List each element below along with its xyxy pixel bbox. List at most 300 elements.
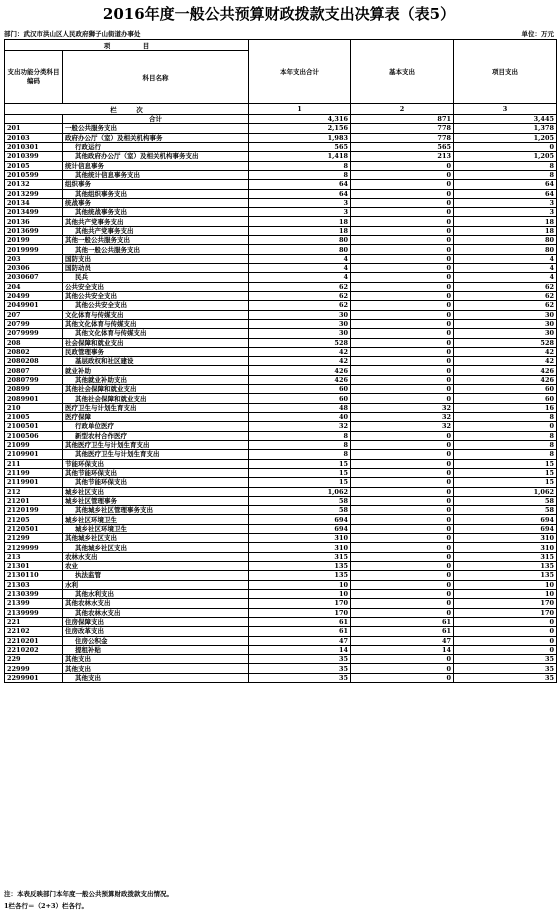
project-cell: 694: [454, 524, 557, 533]
table-body: [5, 115, 557, 683]
code-cell: 2030607: [5, 273, 63, 282]
code-cell: 21399: [5, 599, 63, 608]
project-cell: 4: [454, 273, 557, 282]
total-cell: 8: [249, 161, 351, 170]
total-cell: 528: [249, 338, 351, 347]
total-cell: 47: [249, 636, 351, 645]
code-cell: 2049901: [5, 301, 63, 310]
total-cell: 42: [249, 347, 351, 356]
project-cell: 1,062: [454, 487, 557, 496]
table-row: [5, 375, 557, 384]
basic-cell: 0: [351, 264, 454, 273]
basic-cell: 0: [351, 329, 454, 338]
total-cell: 3: [249, 208, 351, 217]
name-cell: 其他组织事务支出: [63, 189, 249, 198]
name-cell: 其他城乡社区支出: [63, 543, 249, 552]
table-row: [5, 189, 557, 198]
name-cell: 其他城乡社区支出: [63, 534, 249, 543]
total-cell: 4: [249, 264, 351, 273]
table-row: [5, 217, 557, 226]
project-cell: 310: [454, 534, 557, 543]
name-cell: 农业: [63, 562, 249, 571]
project-column-header: 项目支出: [454, 40, 557, 104]
code-cell: 2130110: [5, 571, 63, 580]
code-cell: [5, 115, 63, 124]
code-cell: 2013499: [5, 208, 63, 217]
total-cell: 694: [249, 524, 351, 533]
name-cell: 统战事务: [63, 198, 249, 207]
name-cell: 新型农村合作医疗: [63, 431, 249, 440]
table-row: [5, 534, 557, 543]
project-cell: 0: [454, 142, 557, 151]
basic-cell: 0: [351, 562, 454, 571]
project-cell: 42: [454, 347, 557, 356]
name-cell: 民兵: [63, 273, 249, 282]
code-cell: 20105: [5, 161, 63, 170]
name-cell: 城乡社区支出: [63, 487, 249, 496]
total-cell: 315: [249, 552, 351, 561]
project-cell: 170: [454, 608, 557, 617]
basic-cell: 0: [351, 357, 454, 366]
name-cell: 其他医疗卫生与计划生育支出: [63, 440, 249, 449]
basic-cell: 0: [351, 291, 454, 300]
project-cell: 4: [454, 254, 557, 263]
name-cell: 其他社会保障和就业支出: [63, 394, 249, 403]
table-row: [5, 645, 557, 654]
total-cell: 40: [249, 413, 351, 422]
name-cell: 执法监管: [63, 571, 249, 580]
name-cell: 基层政权和社区建设: [63, 357, 249, 366]
total-cell: 64: [249, 189, 351, 198]
basic-cell: 0: [351, 180, 454, 189]
basic-cell: 0: [351, 580, 454, 589]
code-cell: 20807: [5, 366, 63, 375]
name-cell: 其他统战事务支出: [63, 208, 249, 217]
project-cell: 3: [454, 198, 557, 207]
code-cell: 2210201: [5, 636, 63, 645]
code-cell: 2100501: [5, 422, 63, 431]
project-cell: 35: [454, 664, 557, 673]
table-row: [5, 236, 557, 245]
basic-cell: 0: [351, 245, 454, 254]
name-cell: 其他医疗卫生与计划生育支出: [63, 450, 249, 459]
basic-cell: 0: [351, 487, 454, 496]
project-cell: 3: [454, 208, 557, 217]
project-cell: 3,445: [454, 115, 557, 124]
table-row: [5, 496, 557, 505]
total-cell: 30: [249, 329, 351, 338]
project-cell: 30: [454, 310, 557, 319]
code-cell: 2210202: [5, 645, 63, 654]
project-cell: 64: [454, 180, 557, 189]
total-cell: 14: [249, 645, 351, 654]
basic-cell: 0: [351, 198, 454, 207]
basic-cell: 0: [351, 208, 454, 217]
name-cell: 其他公共安全支出: [63, 291, 249, 300]
table-row: [5, 571, 557, 580]
table-row: [5, 552, 557, 561]
column-number-2: 2: [351, 104, 454, 115]
basic-cell: 0: [351, 170, 454, 179]
code-cell: 22999: [5, 664, 63, 673]
total-cell: 61: [249, 627, 351, 636]
name-cell: 其他政府办公厅（室）及相关机构事务支出: [63, 152, 249, 161]
basic-cell: 0: [351, 440, 454, 449]
name-cell: 行政单位医疗: [63, 422, 249, 431]
code-cell: 2080208: [5, 357, 63, 366]
basic-cell: 0: [351, 534, 454, 543]
project-cell: 18: [454, 226, 557, 235]
name-cell: 合计: [63, 115, 249, 124]
total-cell: 62: [249, 282, 351, 291]
code-cell: 213: [5, 552, 63, 561]
project-cell: 8: [454, 440, 557, 449]
table-row: [5, 459, 557, 468]
project-cell: 8: [454, 413, 557, 422]
name-cell: 其他节能环保支出: [63, 478, 249, 487]
basic-cell: 32: [351, 413, 454, 422]
code-cell: 20136: [5, 217, 63, 226]
table-row: [5, 115, 557, 124]
code-cell: 211: [5, 459, 63, 468]
total-cell: 10: [249, 580, 351, 589]
basic-cell: 0: [351, 468, 454, 477]
name-cell: 其他社会保障和就业支出: [63, 385, 249, 394]
project-cell: 62: [454, 291, 557, 300]
code-cell: 20103: [5, 133, 63, 142]
basic-cell: 0: [351, 524, 454, 533]
project-cell: 694: [454, 515, 557, 524]
table-row: [5, 282, 557, 291]
project-cell: 8: [454, 450, 557, 459]
table-row: [5, 208, 557, 217]
total-cell: 80: [249, 245, 351, 254]
project-cell: 80: [454, 245, 557, 254]
name-cell: 住房改革支出: [63, 627, 249, 636]
name-cell: 其他一般公共服务支出: [63, 245, 249, 254]
code-cell: 2019999: [5, 245, 63, 254]
basic-cell: 32: [351, 403, 454, 412]
total-cell: 18: [249, 226, 351, 235]
basic-cell: 565: [351, 142, 454, 151]
name-cell: 组织事务: [63, 180, 249, 189]
table-row: [5, 385, 557, 394]
project-cell: 8: [454, 431, 557, 440]
basic-cell: 0: [351, 338, 454, 347]
project-cell: 8: [454, 170, 557, 179]
total-cell: 15: [249, 478, 351, 487]
expenditure-table: [4, 39, 557, 683]
project-cell: 0: [454, 636, 557, 645]
table-row: [5, 543, 557, 552]
code-cell: 2299901: [5, 673, 63, 682]
basic-cell: 14: [351, 645, 454, 654]
project-cell: 30: [454, 319, 557, 328]
total-cell: 170: [249, 608, 351, 617]
table-row: [5, 291, 557, 300]
code-cell: 2139999: [5, 608, 63, 617]
table-row: [5, 599, 557, 608]
code-cell: 20199: [5, 236, 63, 245]
basic-cell: 0: [351, 478, 454, 487]
total-cell: 310: [249, 543, 351, 552]
total-cell: 58: [249, 496, 351, 505]
project-cell: 60: [454, 385, 557, 394]
basic-cell: 0: [351, 599, 454, 608]
code-cell: 20802: [5, 347, 63, 356]
basic-cell: 0: [351, 254, 454, 263]
name-cell: 其他农林水支出: [63, 599, 249, 608]
project-cell: 10: [454, 580, 557, 589]
table-row: [5, 673, 557, 682]
code-cell: 2120501: [5, 524, 63, 533]
name-cell: 其他一般公共服务支出: [63, 236, 249, 245]
basic-cell: 0: [351, 347, 454, 356]
table-row: [5, 413, 557, 422]
name-cell: 统计信息事务: [63, 161, 249, 170]
table-row: [5, 478, 557, 487]
basic-cell: 0: [351, 301, 454, 310]
total-cell: 135: [249, 571, 351, 580]
total-cell: 42: [249, 357, 351, 366]
code-cell: 20499: [5, 291, 63, 300]
total-cell: 58: [249, 506, 351, 515]
table-row: [5, 562, 557, 571]
project-cell: 16: [454, 403, 557, 412]
table-row: [5, 357, 557, 366]
code-cell: 2109901: [5, 450, 63, 459]
basic-cell: 0: [351, 375, 454, 384]
project-cell: 4: [454, 264, 557, 273]
project-cell: 64: [454, 189, 557, 198]
project-cell: 15: [454, 478, 557, 487]
project-cell: 1,205: [454, 133, 557, 142]
total-cell: 426: [249, 366, 351, 375]
total-cell: 18: [249, 217, 351, 226]
name-cell: 其他就业补助支出: [63, 375, 249, 384]
code-cell: 2013699: [5, 226, 63, 235]
basic-cell: 0: [351, 161, 454, 170]
code-cell: 212: [5, 487, 63, 496]
project-cell: 315: [454, 552, 557, 561]
name-cell: 医疗保障: [63, 413, 249, 422]
project-cell: 62: [454, 301, 557, 310]
project-cell: 135: [454, 571, 557, 580]
project-cell: 15: [454, 468, 557, 477]
name-cell: 其他支出: [63, 655, 249, 664]
name-cell: 国防支出: [63, 254, 249, 263]
code-cell: 20132: [5, 180, 63, 189]
table-row: [5, 468, 557, 477]
code-column-header: 支出功能分类科目编码: [5, 51, 63, 104]
basic-cell: 0: [351, 319, 454, 328]
total-cell: 1,983: [249, 133, 351, 142]
code-cell: 2119901: [5, 478, 63, 487]
project-cell: 80: [454, 236, 557, 245]
code-cell: 203: [5, 254, 63, 263]
total-cell: 3: [249, 198, 351, 207]
table-row: [5, 617, 557, 626]
table-row: [5, 506, 557, 515]
basic-cell: 47: [351, 636, 454, 645]
code-cell: 21099: [5, 440, 63, 449]
table-row: [5, 142, 557, 151]
basic-cell: 32: [351, 422, 454, 431]
total-cell: 10: [249, 589, 351, 598]
basic-cell: 0: [351, 459, 454, 468]
code-cell: 221: [5, 617, 63, 626]
note-line-2: 1栏各行＝（2+3）栏各行。: [4, 902, 89, 910]
total-cell: 15: [249, 459, 351, 468]
table-row: [5, 264, 557, 273]
code-cell: 21201: [5, 496, 63, 505]
code-cell: 20899: [5, 385, 63, 394]
code-cell: 21301: [5, 562, 63, 571]
table-row: [5, 524, 557, 533]
table-row: [5, 450, 557, 459]
project-cell: 170: [454, 599, 557, 608]
total-cell: 8: [249, 450, 351, 459]
basic-cell: 0: [351, 385, 454, 394]
code-cell: 2120199: [5, 506, 63, 515]
total-cell: 694: [249, 515, 351, 524]
code-cell: 21005: [5, 413, 63, 422]
project-cell: 18: [454, 217, 557, 226]
name-column-header: 科目名称: [63, 51, 249, 104]
project-cell: 135: [454, 562, 557, 571]
name-cell: 其他水利支出: [63, 589, 249, 598]
total-cell: 30: [249, 310, 351, 319]
table-row: [5, 338, 557, 347]
table-row: [5, 636, 557, 645]
total-cell: 62: [249, 301, 351, 310]
table-row: [5, 394, 557, 403]
code-cell: 210: [5, 403, 63, 412]
code-cell: 2080799: [5, 375, 63, 384]
total-cell: 426: [249, 375, 351, 384]
project-cell: 310: [454, 543, 557, 552]
total-cell: 61: [249, 617, 351, 626]
project-cell: 528: [454, 338, 557, 347]
total-cell: 60: [249, 385, 351, 394]
total-cell: 4: [249, 254, 351, 263]
code-cell: 20306: [5, 264, 63, 273]
basic-cell: 0: [351, 552, 454, 561]
project-cell: 426: [454, 366, 557, 375]
code-cell: 2013299: [5, 189, 63, 198]
name-cell: 提租补贴: [63, 645, 249, 654]
table-row: [5, 347, 557, 356]
table-row: [5, 273, 557, 282]
name-cell: 水利: [63, 580, 249, 589]
project-cell: 8: [454, 161, 557, 170]
total-cell: 170: [249, 599, 351, 608]
basic-cell: 0: [351, 189, 454, 198]
basic-cell: 0: [351, 506, 454, 515]
basic-cell: 0: [351, 366, 454, 375]
code-cell: 20799: [5, 319, 63, 328]
name-cell: 其他文化体育与传媒支出: [63, 319, 249, 328]
table-row: [5, 431, 557, 440]
name-cell: 城乡社区环境卫生: [63, 524, 249, 533]
basic-cell: 0: [351, 673, 454, 682]
table-row: [5, 161, 557, 170]
code-cell: 2100506: [5, 431, 63, 440]
name-cell: 住房保障支出: [63, 617, 249, 626]
name-cell: 国防动员: [63, 264, 249, 273]
code-cell: 2079999: [5, 329, 63, 338]
basic-cell: 0: [351, 273, 454, 282]
name-cell: 其他公共安全支出: [63, 301, 249, 310]
total-cell: 62: [249, 291, 351, 300]
table-row: [5, 133, 557, 142]
name-cell: 其他农林水支出: [63, 608, 249, 617]
table-row: [5, 422, 557, 431]
name-cell: 民政管理事务: [63, 347, 249, 356]
project-cell: 0: [454, 422, 557, 431]
basic-cell: 0: [351, 236, 454, 245]
basic-cell: 0: [351, 217, 454, 226]
total-cell: 80: [249, 236, 351, 245]
report-title: 2016年度一般公共预算财政拨款支出决算表（表5）: [102, 5, 456, 23]
project-cell: 35: [454, 655, 557, 664]
basic-cell: 0: [351, 394, 454, 403]
total-cell: 565: [249, 142, 351, 151]
total-cell: 35: [249, 655, 351, 664]
basic-column-header: 基本支出: [351, 40, 454, 104]
total-cell: 48: [249, 403, 351, 412]
basic-cell: 213: [351, 152, 454, 161]
total-cell: 8: [249, 170, 351, 179]
basic-cell: 0: [351, 450, 454, 459]
basic-cell: 0: [351, 655, 454, 664]
basic-cell: 61: [351, 617, 454, 626]
table-row: [5, 319, 557, 328]
code-cell: 201: [5, 124, 63, 133]
total-cell: 8: [249, 431, 351, 440]
code-cell: 2010399: [5, 152, 63, 161]
code-cell: 2010301: [5, 142, 63, 151]
note-line-1: 注：本表反映部门本年度一般公共预算财政拨款支出情况。: [4, 890, 173, 898]
basic-cell: 0: [351, 543, 454, 552]
total-cell: 32: [249, 422, 351, 431]
table-row: [5, 440, 557, 449]
project-cell: 1,205: [454, 152, 557, 161]
table-row: [5, 254, 557, 263]
code-cell: 21299: [5, 534, 63, 543]
total-column-header: 本年支出合计: [249, 40, 351, 104]
table-row: [5, 655, 557, 664]
project-cell: 62: [454, 282, 557, 291]
table-row: [5, 487, 557, 496]
basic-cell: 61: [351, 627, 454, 636]
total-cell: 2,156: [249, 124, 351, 133]
unit-label: 单位：万元: [521, 30, 554, 38]
basic-cell: 0: [351, 431, 454, 440]
total-cell: 4: [249, 273, 351, 282]
table-row: [5, 310, 557, 319]
code-cell: 2010599: [5, 170, 63, 179]
name-cell: 其他文化体育与传媒支出: [63, 329, 249, 338]
table-row: [5, 403, 557, 412]
name-cell: 其他支出: [63, 673, 249, 682]
department-label: 部门：武汉市洪山区人民政府狮子山街道办事处: [4, 30, 141, 38]
project-cell: 1,378: [454, 124, 557, 133]
name-cell: 其他共产党事务支出: [63, 226, 249, 235]
name-cell: 就业补助: [63, 366, 249, 375]
code-cell: 229: [5, 655, 63, 664]
code-cell: 21199: [5, 468, 63, 477]
